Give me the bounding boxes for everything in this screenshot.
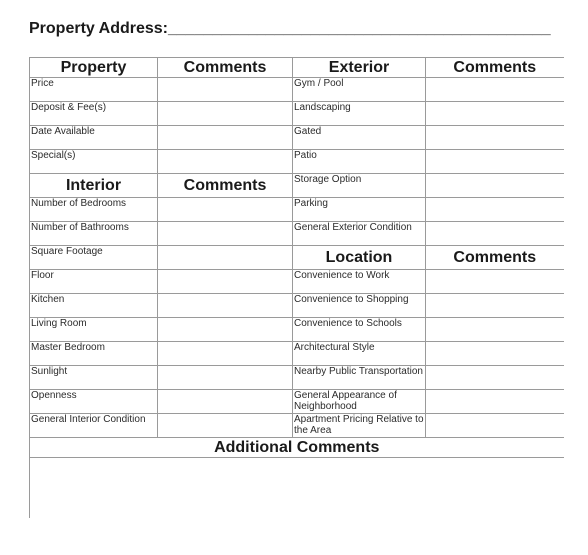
exterior-row-label: General Exterior Condition bbox=[293, 222, 426, 246]
exterior-row-label: Gated bbox=[293, 126, 426, 150]
comment-cell[interactable] bbox=[158, 78, 293, 102]
table-row bbox=[30, 270, 564, 294]
property-heading: Property bbox=[30, 58, 158, 78]
comment-cell[interactable] bbox=[426, 294, 564, 318]
location-row-label: General Appearance of Neighborhood bbox=[293, 390, 426, 414]
interior-row-label: General Interior Condition bbox=[30, 414, 158, 438]
comment-cell[interactable] bbox=[426, 270, 564, 294]
comment-cell[interactable] bbox=[158, 294, 293, 318]
location-row-label: Convenience to Schools bbox=[293, 318, 426, 342]
additional-comments-field[interactable] bbox=[30, 458, 564, 518]
table-row bbox=[30, 126, 564, 150]
table-row bbox=[30, 222, 564, 246]
comment-cell[interactable] bbox=[158, 126, 293, 150]
interior-row-label: Floor bbox=[30, 270, 158, 294]
table-row bbox=[30, 318, 564, 342]
interior-row-label: Kitchen bbox=[30, 294, 158, 318]
location-comments-heading: Comments bbox=[426, 246, 564, 270]
comment-cell[interactable] bbox=[426, 198, 564, 222]
property-row-label: Date Available bbox=[30, 126, 158, 150]
comment-cell[interactable] bbox=[158, 366, 293, 390]
comment-cell[interactable] bbox=[158, 342, 293, 366]
table-row bbox=[30, 366, 564, 390]
apartment-checklist-table bbox=[29, 57, 564, 518]
table-row bbox=[30, 198, 564, 222]
comment-cell[interactable] bbox=[426, 126, 564, 150]
additional-comments-heading: Additional Comments bbox=[30, 438, 564, 458]
comment-cell[interactable] bbox=[158, 222, 293, 246]
table-row bbox=[30, 246, 564, 270]
comment-cell[interactable] bbox=[158, 318, 293, 342]
property-row-label: Deposit & Fee(s) bbox=[30, 102, 158, 126]
additional-comments-header-row bbox=[30, 438, 564, 458]
interior-row-label: Number of Bathrooms bbox=[30, 222, 158, 246]
table-row bbox=[30, 342, 564, 366]
table-row bbox=[30, 174, 564, 198]
interior-comments-heading: Comments bbox=[158, 174, 293, 198]
exterior-row-label: Patio bbox=[293, 150, 426, 174]
location-row-label: Convenience to Shopping bbox=[293, 294, 426, 318]
exterior-row-label: Landscaping bbox=[293, 102, 426, 126]
table-row bbox=[30, 414, 564, 438]
comment-cell[interactable] bbox=[426, 366, 564, 390]
table-row bbox=[30, 390, 564, 414]
location-row-label: Architectural Style bbox=[293, 342, 426, 366]
property-address-line[interactable]: ___________________________________________ bbox=[168, 20, 551, 37]
table-header-row bbox=[30, 58, 564, 78]
table-row bbox=[30, 150, 564, 174]
comment-cell[interactable] bbox=[426, 342, 564, 366]
comment-cell[interactable] bbox=[158, 390, 293, 414]
comment-cell[interactable] bbox=[426, 390, 564, 414]
interior-row-label: Square Footage bbox=[30, 246, 158, 270]
property-address-label: Property Address: bbox=[29, 20, 168, 37]
interior-row-label: Sunlight bbox=[30, 366, 158, 390]
comment-cell[interactable] bbox=[426, 222, 564, 246]
table-row bbox=[30, 102, 564, 126]
interior-row-label: Openness bbox=[30, 390, 158, 414]
additional-comments-row bbox=[30, 458, 564, 518]
comment-cell[interactable] bbox=[426, 318, 564, 342]
location-row-label: Convenience to Work bbox=[293, 270, 426, 294]
property-comments-heading: Comments bbox=[158, 58, 293, 78]
exterior-row-label: Gym / Pool bbox=[293, 78, 426, 102]
property-row-label: Special(s) bbox=[30, 150, 158, 174]
location-row-label: Nearby Public Transportation bbox=[293, 366, 426, 390]
property-address-heading bbox=[29, 20, 551, 38]
comment-cell[interactable] bbox=[426, 174, 564, 198]
location-row-label: Apartment Pricing Relative to the Area bbox=[294, 414, 424, 436]
exterior-row-label: Parking bbox=[293, 198, 426, 222]
comment-cell[interactable] bbox=[426, 414, 564, 438]
comment-cell[interactable] bbox=[158, 150, 293, 174]
comment-cell[interactable] bbox=[426, 150, 564, 174]
table-row bbox=[30, 294, 564, 318]
comment-cell[interactable] bbox=[426, 102, 564, 126]
location-heading: Location bbox=[293, 246, 426, 270]
property-row-label: Price bbox=[30, 78, 158, 102]
comment-cell[interactable] bbox=[158, 414, 293, 438]
comment-cell[interactable] bbox=[158, 270, 293, 294]
exterior-row-label: Storage Option bbox=[293, 174, 426, 198]
exterior-comments-heading: Comments bbox=[426, 58, 564, 78]
interior-row-label: Master Bedroom bbox=[30, 342, 158, 366]
table-row bbox=[30, 78, 564, 102]
comment-cell[interactable] bbox=[158, 102, 293, 126]
exterior-heading: Exterior bbox=[293, 58, 426, 78]
interior-row-label: Living Room bbox=[30, 318, 158, 342]
interior-row-label: Number of Bedrooms bbox=[30, 198, 158, 222]
comment-cell[interactable] bbox=[426, 78, 564, 102]
comment-cell[interactable] bbox=[158, 198, 293, 222]
comment-cell[interactable] bbox=[158, 246, 293, 270]
interior-heading: Interior bbox=[30, 174, 158, 198]
